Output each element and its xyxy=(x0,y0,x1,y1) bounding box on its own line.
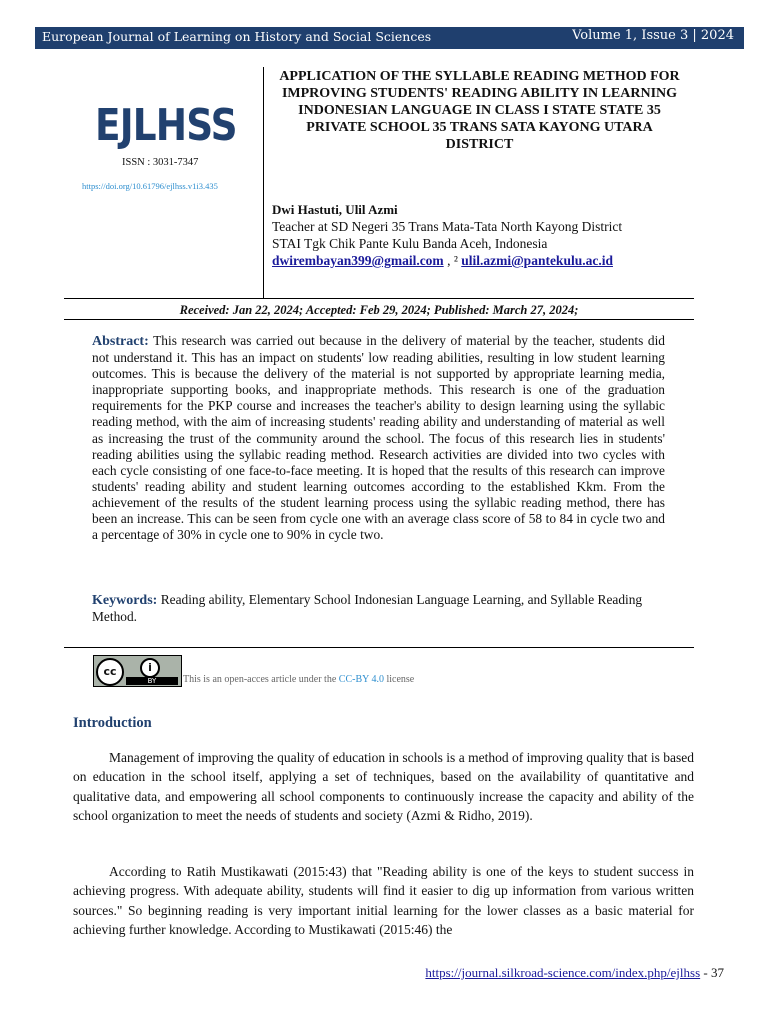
abstract-label: Abstract xyxy=(92,334,145,349)
intro-paragraph-1: Management of improving the quality of education in schools is a method of improving quality that is based on education in the school itself, applying a set of techniques, based on the availability of quantitative and qualitative data, and empowering all school components to continuously increase the capacity and ability of the school organization to meet the needs of students and society (Azmi & Ridho, 2019). xyxy=(73,750,694,823)
email-separator: , ² xyxy=(443,253,462,268)
divider-dates xyxy=(64,319,694,320)
journal-logo: EJLHSS xyxy=(95,100,237,151)
page-footer xyxy=(425,965,724,981)
journal-header-bar xyxy=(35,27,744,49)
page-number: - 37 xyxy=(700,965,724,980)
authors: Dwi Hastuti, Ulil Azmi xyxy=(272,202,398,217)
doi-link[interactable]: https://doi.org/10.61796/ejlhss.v1i3.435 xyxy=(82,181,218,191)
author-emails xyxy=(272,253,613,269)
header-divider xyxy=(263,67,264,299)
journal-url-link[interactable]: https://journal.silkroad-science.com/index.php/ejlhss xyxy=(425,965,701,980)
cc-by-license-badge[interactable] xyxy=(93,655,182,687)
divider-keywords xyxy=(64,647,694,648)
keywords: Keywords: Reading ability, Elementary School Indonesian Language Learning, and Syllable Reading Method. xyxy=(92,592,643,625)
by-label: BY xyxy=(126,677,178,685)
abstract: Abstract: This research was carried out because in the delivery of material by the teacher, students did not understand it. This has an impact on students' low reading abilities, resulting in low student learning outcomes. This is because the delivery of the material is not supported by appropriate learning media, inappropriate supporting books, and inappropriate methods. This research is one of the graduation requirements for the PKP course and increases the teacher's ability to design learning using the syllabic reading method, with the aim of increasing students' reading ability and understanding of material as well as increasing the trust of the community around the school. The focus of this research lies in students' reading abilities using the syllabic reading method. Research activities are divided into two cycles with each cycle consisting of one face-to-face meeting. It is hoped that the results of this research can improve students' reading ability and student learning outcomes according to the established Kkm. From the achievement of the results of the student learning process using the syllabic reading method, there has been an increase. This can be seen from cycle one with an average class score of 58 to 84 in cycle two and a percentage of 30% in cycle one to 90% in cycle two. xyxy=(92,333,665,543)
abstract-text: This research was carried out because in the delivery of material by the teacher, students did not understand it. This has an impact on students' low reading abilities, resulting in low student learning outcomes. This is because the delivery of the material is not supported by appropriate learning media, inappropriate supporting books, and inappropriate methods. This research is one of the graduation requirements for the PKP course and increases the teacher's ability to design learning using the syllabic reading method, with the aim of increasing students' reading ability and understanding of material as well as increasing the trust of the community around the school. The focus of this research lies in students' reading abilities using the syllabic reading method. Research activities are divided into two cycles with each cycle consisting of one face-to-face meeting. It is hoped that the results of this research can improve students' reading ability and student learning outcomes according to the established Kkm. From the achievement of the results of the student learning process using the syllabic reading method, there has been an increase. This can be seen from cycle one with an average class score of 58 to 84 in cycle two and a percentage of 30% in cycle one to 90% in cycle two. xyxy=(92,333,665,543)
introduction-heading: Introduction xyxy=(73,715,152,731)
email-link-2[interactable]: ulil.azmi@pantekulu.ac.id xyxy=(461,253,613,268)
publication-dates: Received: Jan 22, 2024; Accepted: Feb 29, 2024; Published: March 27, 2024; xyxy=(179,303,579,317)
article-title: APPLICATION OF THE SYLLABLE READING METHOD FOR IMPROVING STUDENTS' READING ABILITY IN LEARNING INDONESIAN LANGUAGE IN CLASS I STATE STATE 35 PRIVATE SCHOOL 35 TRANS SATA KAYONG UTARA DISTRICT xyxy=(279,69,680,152)
license-text: This is an open-acces article under the CC-BY 4.0 license xyxy=(183,674,415,685)
issn: ISSN : 3031-7347 xyxy=(122,157,199,168)
keywords-label: Keywords xyxy=(92,593,153,608)
email-link-1[interactable]: dwirembayan399@gmail.com xyxy=(272,253,444,268)
cc-icon: cc xyxy=(96,658,124,686)
journal-title: European Journal of Learning on History and Social Sciences xyxy=(42,29,432,44)
affiliation-1: Teacher at SD Negeri 35 Trans Mata-Tata North Kayong District xyxy=(272,219,623,234)
intro-paragraph-2: According to Ratih Mustikawati (2015:43) that "Reading ability is one of the keys to student success in achieving progress. With adequate ability, students will find it easier to dig up information from various written sources." So beginning reading is very important initial learning for the lower classes as a basic material for achieving further knowledge. According to Mustikawati (2015:46) the xyxy=(73,864,694,937)
keywords-text: Reading ability, Elementary School Indonesian Language Learning, and Syllable Reading Method. xyxy=(92,592,643,625)
affiliation-2: STAI Tgk Chik Pante Kulu Banda Aceh, Indonesia xyxy=(272,236,548,251)
attribution-person-icon: i xyxy=(140,658,160,678)
divider-top xyxy=(64,298,694,299)
volume-issue: Volume 1, Issue 3 | 2024 xyxy=(572,28,734,43)
license-link[interactable]: CC-BY 4.0 xyxy=(338,674,384,685)
